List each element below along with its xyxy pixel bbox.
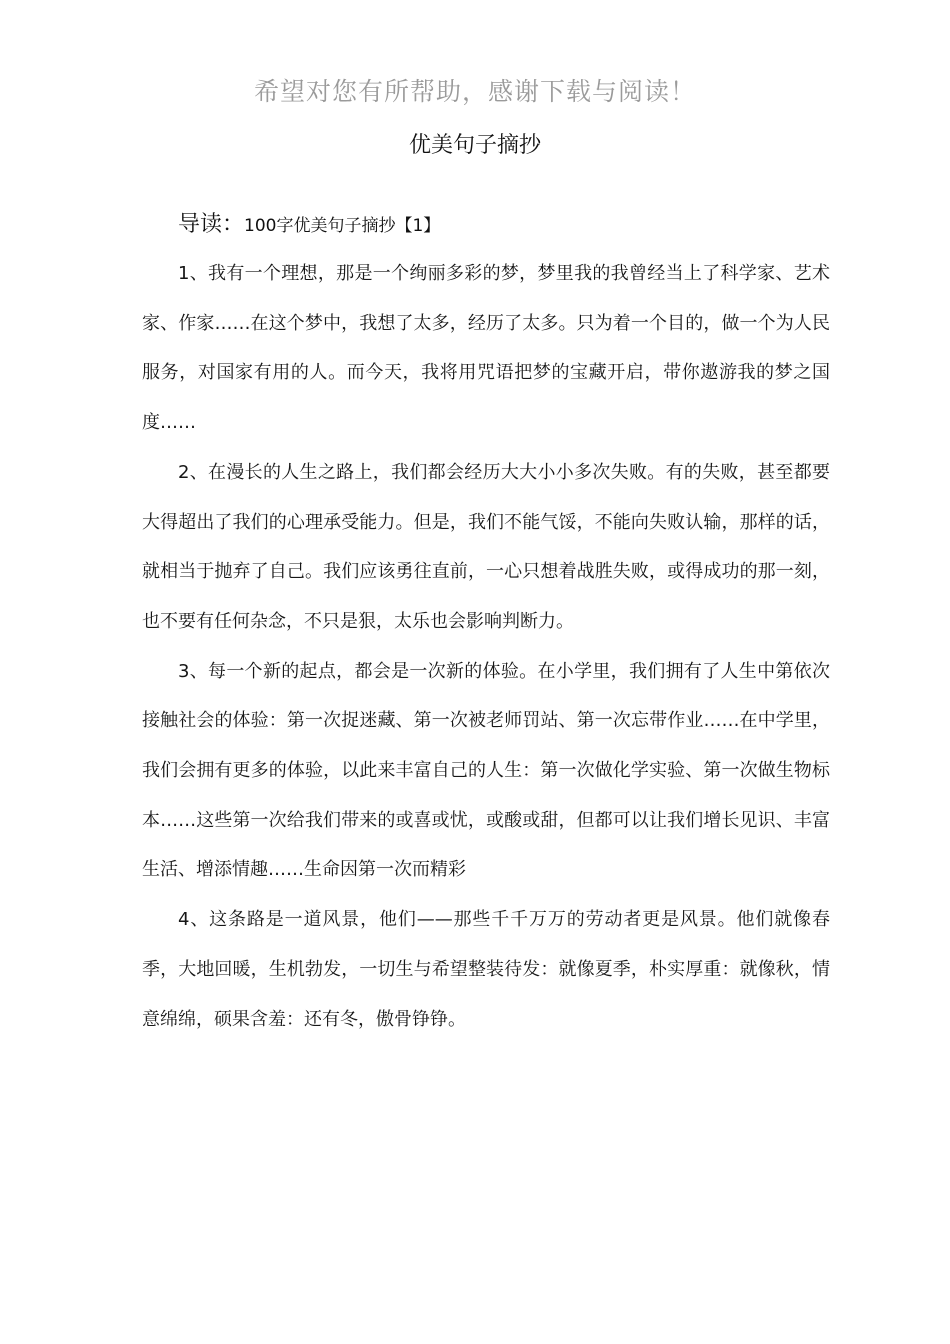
document-title: 优美句子摘抄 [408,133,541,158]
header-note: 希望对您有所帮助，感谢下载与阅读！ [253,77,696,106]
intro-line [178,207,440,238]
paragraph-2: 2、在漫长的人生之路上，我们都会经历大大小小多次失败。有的失败，甚至都要大得超出了我们的心理承受能力。但是，我们不能气馁，不能向失败认输，那样的话，就相当于抛弃了自己。我们应该勇往直前，一心只想着战胜失败，或得成功的那一刻，也不要有任何杂念，不只是狠，太乐也会影响判断力。 [142,461,830,632]
intro-label: 导读： [178,212,245,237]
body-text [142,249,830,1044]
intro-text: 100字优美句子摘抄【1】 [244,216,441,236]
paragraph-4: 4、这条路是一道风景，他们——那些千千万万的劳动者更是风景。他们就像春季，大地回暖，生机勃发，一切生与希望整装待发：就像夏季，朴实厚重：就像秋，情意绵绵，硕果含羞：还有冬，傲骨铮铮。 [142,909,830,1030]
paragraph-1: 1、我有一个理想，那是一个绚丽多彩的梦，梦里我的我曾经当上了科学家、艺术家、作家……在这个梦中，我想了太多，经历了太多。只为着一个目的，做一个为人民服务，对国家有用的人。而今天，我将用咒语把梦的宝藏开启，带你遨游我的梦之国度…… [142,263,830,434]
paragraph-3: 3、每一个新的起点，都会是一次新的体验。在小学里，我们拥有了人生中第依次接触社会的体验：第一次捉迷藏、第一次被老师罚站、第一次忘带作业……在中学里，我们会拥有更多的体验，以此来丰富自己的人生：第一次做化学实验、第一次做生物标本……这些第一次给我们带来的或喜或忧，或酸或甜，但都可以让我们增长见识、丰富生活、增添情趣……生命因第一次而精彩 [142,660,830,881]
